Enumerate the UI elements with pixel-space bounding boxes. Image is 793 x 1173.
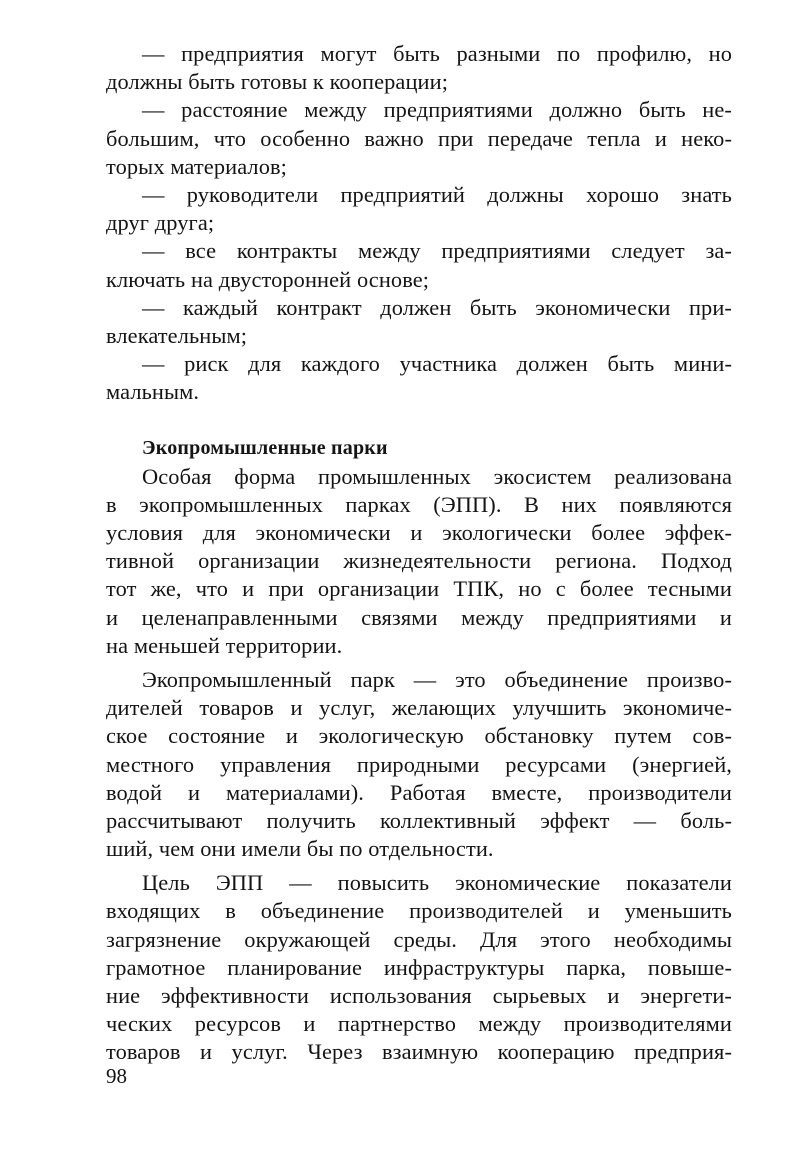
text-line: на меньшей территории. bbox=[106, 632, 343, 658]
text-line: — риск для каждого участника должен быть мини- bbox=[142, 351, 732, 377]
text-line: влекательным; bbox=[106, 322, 248, 348]
text-line: в экопромышленных парках (ЭПП). В них появляются bbox=[106, 491, 732, 517]
text-line: условия для экономически и экологически более эффек- bbox=[106, 520, 732, 545]
paragraph bbox=[106, 869, 732, 1066]
text-line: торых материалов; bbox=[106, 153, 287, 179]
text-line: грамотное планирование инфраструктуры парка, повыше- bbox=[106, 954, 732, 980]
text-line: мальным. bbox=[106, 379, 200, 405]
text-line: — каждый контракт должен быть экономически при- bbox=[142, 294, 732, 320]
text-line: должны быть готовы к кооперации; bbox=[106, 69, 449, 95]
text-line: ческих ресурсов и партнерство между производителями bbox=[106, 1011, 732, 1037]
text-line: рассчитывают получить коллективный эффект — боль- bbox=[106, 807, 732, 833]
text-line: ший, чем они имели бы по отдельности. bbox=[106, 836, 494, 862]
section-heading: Экопромышленные парки bbox=[142, 437, 388, 460]
page-body bbox=[106, 40, 732, 1067]
text-line: местного управления природными ресурсами (энергией, bbox=[106, 751, 732, 777]
text-line: — руководители предприятий должны хорошо знать bbox=[142, 181, 732, 207]
text-line: товаров и услуг. Через взаимную кооперацию предприя- bbox=[106, 1039, 732, 1065]
requirements-list bbox=[106, 40, 732, 406]
text-line: тот же, что и при организации ТПК, но с более тесными bbox=[106, 576, 732, 602]
list-item bbox=[106, 40, 732, 96]
paragraph bbox=[106, 463, 732, 660]
paragraph bbox=[106, 666, 732, 863]
text-line: дителей товаров и услуг, желающих улучшить экономиче- bbox=[106, 695, 732, 721]
text-line: тивной организации жизнедеятельности региона. Подход bbox=[106, 548, 732, 574]
list-item bbox=[106, 294, 732, 350]
text-line: друг друга; bbox=[106, 210, 215, 236]
text-line: Экопромышленный парк — это объединение произво- bbox=[142, 666, 732, 692]
text-line: Особая форма промышленных экосистем реализована bbox=[142, 463, 732, 489]
list-item bbox=[106, 96, 732, 181]
text-line: — предприятия могут быть разными по профилю, но bbox=[142, 41, 732, 66]
list-item bbox=[106, 237, 732, 293]
list-item bbox=[106, 181, 732, 237]
text-line: Цель ЭПП — повысить экономические показатели bbox=[142, 870, 732, 896]
text-line: водой и материалами). Работая вместе, производители bbox=[106, 779, 732, 805]
text-line: и целенаправленными связями между предприятиями и bbox=[106, 604, 732, 630]
text-line: ние эффективности использования сырьевых и энергети- bbox=[106, 983, 732, 1008]
text-line: входящих в объединение производителей и уменьшить bbox=[106, 898, 732, 924]
list-item bbox=[106, 350, 732, 406]
text-line: большим, что особенно важно при передаче тепла и неко- bbox=[106, 125, 732, 151]
page-number: 98 bbox=[106, 1064, 127, 1088]
text-line: ключать на двусторонней основе; bbox=[106, 266, 430, 292]
text-line: загрязнение окружающей среды. Для этого необходимы bbox=[106, 926, 732, 952]
text-line: ское состояние и экологическую обстановку путем сов- bbox=[106, 723, 732, 749]
text-line: — все контракты между предприятиями следует за- bbox=[142, 238, 732, 264]
text-line: — расстояние между предприятиями должно быть не- bbox=[142, 97, 732, 123]
